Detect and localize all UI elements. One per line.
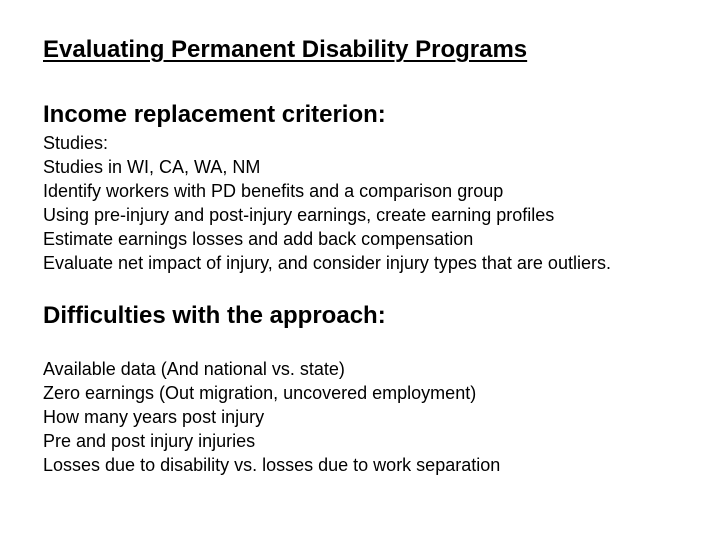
income-replacement-list: [43, 131, 611, 275]
difficulties-list: [43, 357, 500, 477]
list-item: Evaluate net impact of injury, and consider injury types that are outliers.: [43, 253, 611, 273]
list-item: Studies in WI, CA, WA, NM: [43, 157, 261, 177]
list-item: Zero earnings (Out migration, uncovered employment): [43, 383, 477, 403]
list-item: How many years post injury: [43, 407, 265, 427]
list-item: Studies:: [43, 133, 109, 153]
difficulties-heading: Difficulties with the approach:: [43, 302, 386, 329]
income-replacement-heading: Income replacement criterion:: [43, 101, 386, 128]
list-item: Estimate earnings losses and add back compensation: [43, 229, 474, 249]
list-item: Pre and post injury injuries: [43, 431, 256, 451]
list-item: Available data (And national vs. state): [43, 359, 345, 379]
slide-title: Evaluating Permanent Disability Programs: [43, 36, 528, 63]
list-item: Using pre-injury and post-injury earnings, create earning profiles: [43, 205, 555, 225]
list-item: Losses due to disability vs. losses due to work separation: [43, 455, 501, 475]
list-item: Identify workers with PD benefits and a comparison group: [43, 181, 504, 201]
